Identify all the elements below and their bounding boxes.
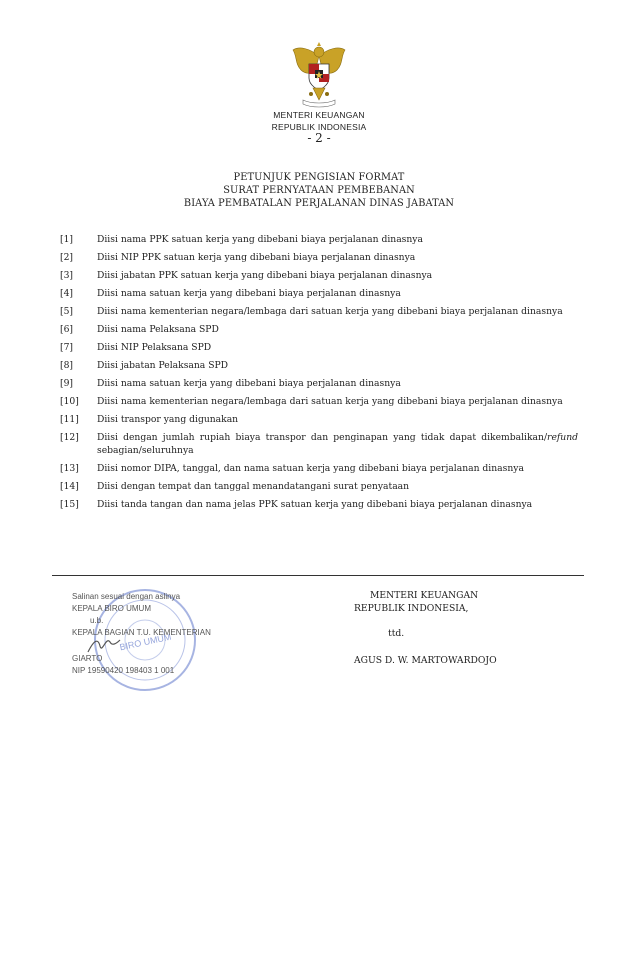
header-ministry: MENTERI KEUANGAN [273,110,365,120]
item-number: [3] [60,270,74,281]
header-republic: REPUBLIK INDONESIA [271,122,367,132]
list-item [60,480,578,493]
signatory-title: MENTERI KEUANGAN [370,590,479,601]
item-text-part: Diisi dengan jumlah rupiah biaya transpor dan penginapan yang tidak dapat dikembalikan/ [97,432,548,443]
signatory-country: REPUBLIK INDONESIA, [354,603,469,614]
list-item [60,462,578,475]
signature-icon [84,630,124,660]
list-item [60,341,578,354]
item-text: Diisi nomor DIPA, tanggal, dan nama satuan kerja yang dibebani biaya perjalanan dinasnya [97,463,524,474]
instruction-list [60,233,578,516]
item-number: [5] [60,306,74,317]
copy-cert-line: u.b. [90,616,104,625]
item-text: Diisi nama satuan kerja yang dibebani biaya perjalanan dinasnya [97,288,401,299]
item-text: Diisi tanda tangan dan nama jelas PPK satuan kerja yang dibebani biaya perjalanan dinasnya [97,499,533,510]
document-title-line3: BIAYA PEMBATALAN PERJALANAN DINAS JABATAN [183,198,455,209]
list-item [60,323,578,336]
list-item [60,287,578,300]
page-number: - 2 - [307,131,331,145]
item-text: Diisi jabatan PPK satuan kerja yang dibebani biaya perjalanan dinasnya [97,270,433,281]
list-item [60,498,578,511]
list-item [60,413,578,426]
item-text: Diisi NIP PPK satuan kerja yang dibebani biaya perjalanan dinasnya [97,252,416,263]
list-item [60,305,578,318]
list-item [60,395,578,408]
copy-cert-line: KEPALA BAGIAN T.U. KEMENTERIAN [72,628,211,637]
item-text [97,431,578,457]
copy-cert-line: GIARTO [72,654,103,663]
signed-mark: ttd. [388,628,405,639]
item-number: [7] [60,342,74,353]
item-number: [12] [60,432,79,443]
document-title-line2: SURAT PERNYATAAN PEMBEBANAN [223,185,415,196]
list-item [60,251,578,264]
list-item [60,377,578,390]
item-number: [8] [60,360,74,371]
document-title-line1: PETUNJUK PENGISIAN FORMAT [233,172,405,183]
item-number: [4] [60,288,74,299]
signatory-name: AGUS D. W. MARTOWARDOJO [354,655,497,666]
list-item [60,359,578,372]
item-number: [11] [60,414,79,425]
item-number: [14] [60,481,79,492]
item-text: Diisi nama Pelaksana SPD [97,324,219,335]
item-number: [6] [60,324,74,335]
item-text: Diisi jabatan Pelaksana SPD [97,360,229,371]
divider [52,575,584,576]
item-text: Diisi NIP Pelaksana SPD [97,342,212,353]
item-number: [9] [60,378,74,389]
stamp-text: BIRO UMUM [118,631,173,653]
item-text: Diisi nama kementerian negara/lembaga dari satuan kerja yang dibebani biaya perjalanan dinasnya [97,306,563,317]
item-text-italic: refund [547,432,578,443]
item-number: [15] [60,499,79,510]
item-text: Diisi dengan tempat dan tanggal menandatangani surat penyataan [97,481,410,492]
garuda-emblem-icon [291,42,347,108]
copy-cert-line: Salinan sesuai dengan aslinya [72,592,181,601]
item-number: [2] [60,252,74,263]
item-text: Diisi nama kementerian negara/lembaga dari satuan kerja yang dibebani biaya perjalanan dinasnya [97,396,563,407]
item-text: Diisi nama PPK satuan kerja yang dibebani biaya perjalanan dinasnya [97,234,423,245]
item-text-part: sebagian/seluruhnya [97,445,194,456]
copy-cert-line: KEPALA BIRO UMUM [72,604,151,613]
item-number: [13] [60,463,79,474]
list-item [60,233,578,246]
item-number: [10] [60,396,79,407]
copy-cert-line: NIP 19590420 198403 1 001 [72,666,175,675]
list-item [60,269,578,282]
item-text: Diisi nama satuan kerja yang dibebani biaya perjalanan dinasnya [97,378,401,389]
list-item [60,431,578,457]
item-number: [1] [60,234,74,245]
item-text: Diisi transpor yang digunakan [97,414,239,425]
